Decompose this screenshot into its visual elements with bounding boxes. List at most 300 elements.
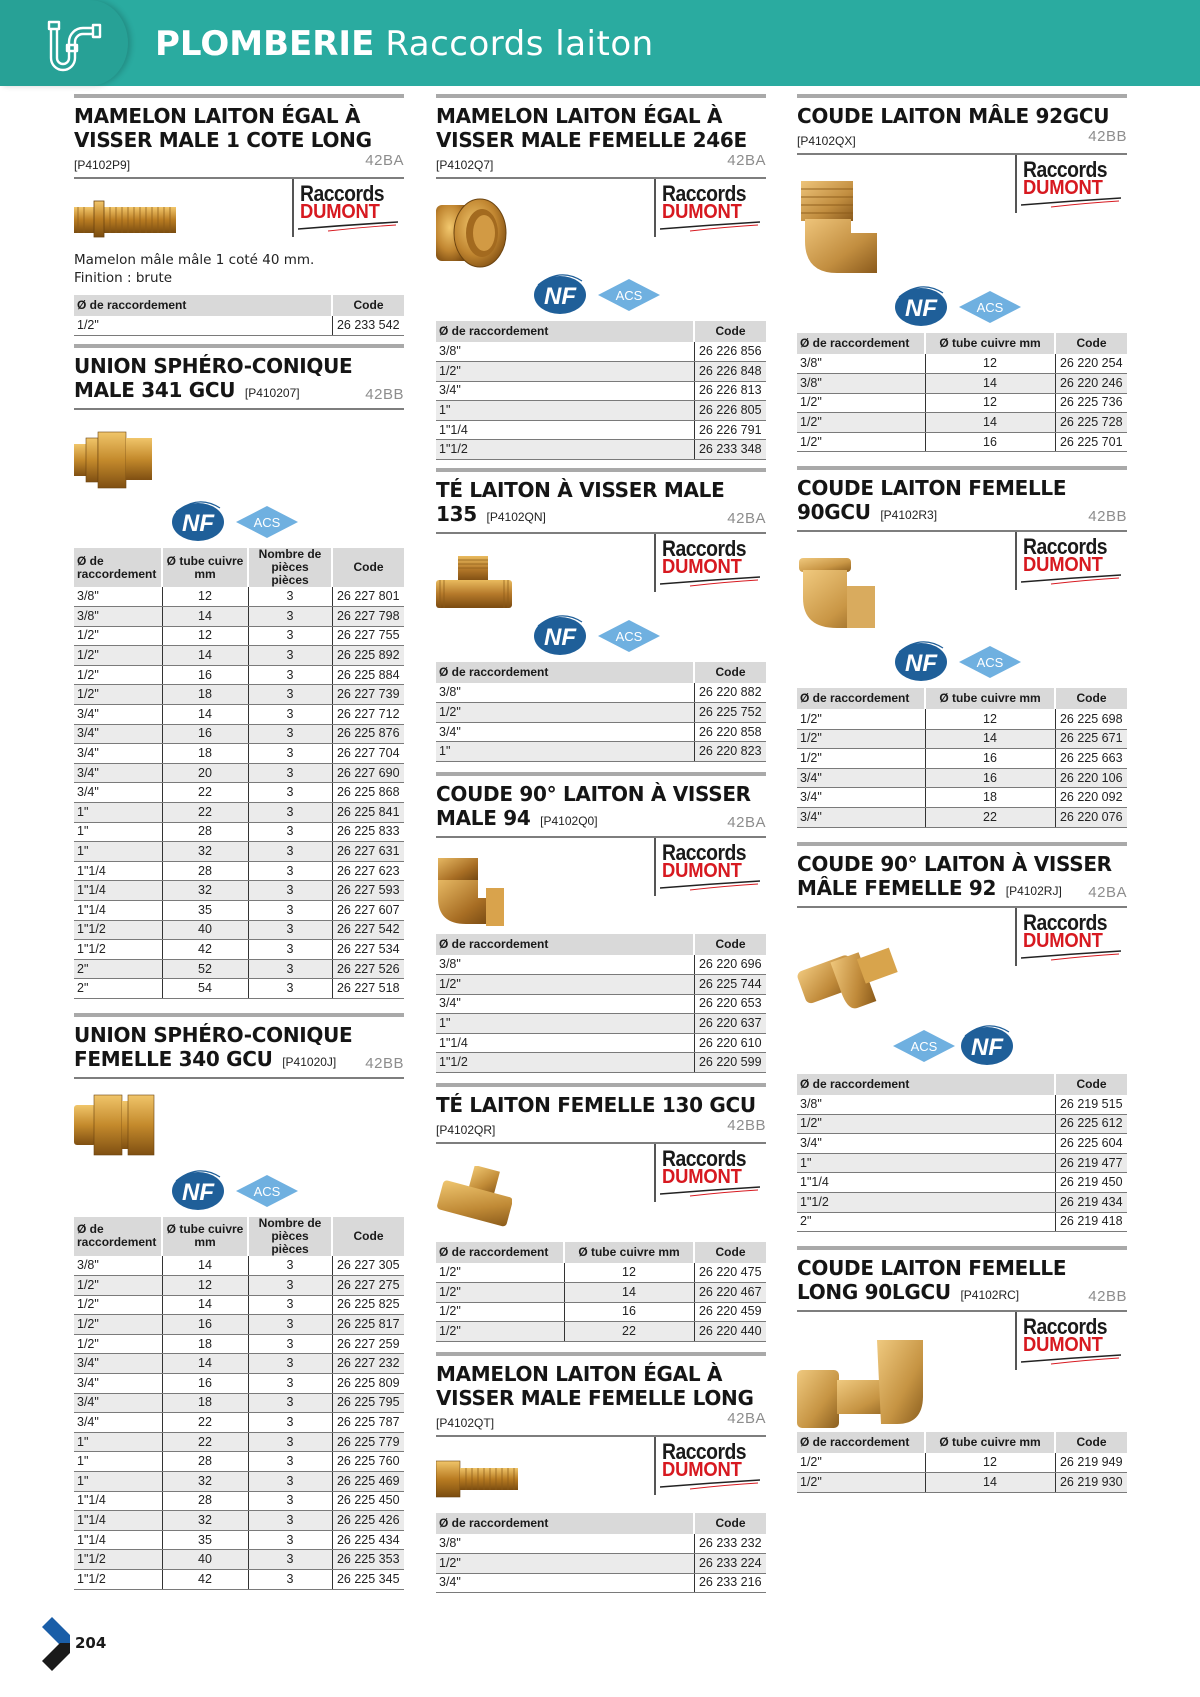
table-row [797,1212,1127,1232]
long-elbow-female-image [797,1340,925,1430]
logo-swoosh-icon [660,221,760,233]
product-code-cell: 26 225 892 [332,646,404,666]
spec-cell: 3 [248,587,332,607]
spec-cell: 1/2" [436,703,694,723]
product-table [797,688,1127,827]
union-male-image [74,426,154,492]
long-nipple-image [436,1459,518,1499]
product-code-cell: 26 219 418 [1055,1212,1127,1232]
spec-cell: 3/8" [436,955,694,975]
table-row [436,1534,766,1554]
product-coude-90-male-femelle-92 [797,842,1127,1233]
product-code-cell: 26 225 663 [1055,749,1127,769]
product-family-code: 42BB [365,386,404,403]
product-code-cell: 26 226 856 [694,342,766,362]
product-code-cell: 26 227 607 [332,901,404,921]
product-code-cell: 26 227 712 [332,705,404,725]
raccords-dumont-logo: Raccords DUMONT [1015,532,1127,590]
col-header: Ø de raccordement [797,688,925,709]
subcategory-name: Raccords laiton [385,24,654,64]
elbow-male-copper-image [797,181,881,277]
spec-cell: 35 [162,901,248,921]
page-chevron-icon [42,1617,72,1671]
spec-cell: 14 [162,607,248,627]
spec-cell: 1/2" [74,626,162,646]
certifications [74,498,404,548]
logo-swoosh-icon [1021,1354,1121,1366]
product-code-cell: 26 225 833 [332,822,404,842]
product-family-code: 42BB [365,1054,404,1072]
table-row [436,381,766,401]
product-code-cell: 26 219 434 [1055,1193,1127,1213]
product-code-cell: 26 225 787 [332,1413,404,1433]
product-title: COUDE 90° LAITON À VISSER MALE 94 [P4102Q0] [436,781,751,830]
product-media [436,534,766,612]
table-row [74,783,404,803]
spec-cell: 54 [162,979,248,999]
col-header: Code [1055,333,1127,354]
spec-cell: 3 [248,685,332,705]
section-divider [797,842,1127,846]
spec-cell: 12 [925,1453,1055,1473]
spec-cell: 3 [248,881,332,901]
section-divider [797,94,1127,98]
spec-cell: 1/2" [797,413,925,433]
product-code-cell: 26 225 671 [1055,729,1127,749]
spec-cell: 3 [248,842,332,862]
section-divider [74,94,404,98]
table-row [74,1295,404,1315]
product-ref: [P41020J] [282,1054,337,1069]
category-name: PLOMBERIE [155,24,375,64]
spec-cell: 3 [248,1315,332,1335]
product-code-cell: 26 227 801 [332,587,404,607]
product-code-cell: 26 219 949 [1055,1453,1127,1473]
col-header: Code [694,662,766,683]
spec-cell: 1/2" [436,362,694,382]
spec-cell: 28 [162,861,248,881]
product-code-cell: 26 220 637 [694,1014,766,1034]
table-row [74,665,404,685]
svg-text:NF: NF [544,283,576,310]
spec-cell: 3 [248,979,332,999]
logo-swoosh-icon [660,1186,760,1198]
table-row [797,1095,1127,1115]
product-code-cell: 26 220 106 [1055,768,1127,788]
col-header: Code [1055,688,1127,709]
col-header: Nombre de pièces pièces [248,1217,332,1256]
product-table [74,548,404,999]
product-mamelon-male-femelle-long [436,1352,766,1593]
product-code-cell: 26 220 599 [694,1053,766,1073]
product-code-cell: 26 227 526 [332,959,404,979]
spec-cell: 14 [162,705,248,725]
spec-cell: 12 [162,587,248,607]
spec-cell: 22 [162,1413,248,1433]
plumbing-pipe-icon [46,18,104,74]
product-code-cell: 26 226 791 [694,420,766,440]
table-row [436,362,766,382]
product-table [436,321,766,460]
product-coude-90-male-94 [436,772,766,1073]
spec-cell: 3 [248,783,332,803]
logo-swoosh-icon [660,880,760,892]
product-code-cell: 26 225 426 [332,1511,404,1531]
product-table [436,1513,766,1593]
hex-nipple-image [436,195,508,271]
table-row [74,587,404,607]
spec-cell: 1"1/4 [74,1491,162,1511]
product-mamelon-male-femelle-246e [436,94,766,460]
spec-cell: 14 [162,1354,248,1374]
product-title: UNION SPHÉRO-CONIQUE MALE 341 GCU [P410207] [74,354,353,402]
product-code-cell: 26 227 704 [332,744,404,764]
product-code-cell: 26 225 841 [332,803,404,823]
spec-cell: 12 [162,1276,248,1296]
col-header: Ø tube cuivre mm [925,1432,1055,1453]
spec-cell: 22 [925,807,1055,827]
spec-cell: 3 [248,1374,332,1394]
table-row [797,1173,1127,1193]
product-code-cell: 26 225 701 [1055,432,1127,452]
table-row [74,1472,404,1492]
product-code-cell: 26 233 348 [694,440,766,460]
spec-cell: 3/8" [74,1256,162,1276]
svg-text:ACS: ACS [615,288,643,303]
col-header: Code [694,1242,766,1263]
spec-cell: 18 [162,1334,248,1354]
raccords-dumont-logo: Raccords DUMONT [1015,1312,1127,1370]
table-row [74,901,404,921]
spec-cell: 3/4" [797,1134,1055,1154]
table-row [436,1263,766,1283]
spec-cell: 1/2" [436,1553,694,1573]
table-row [74,842,404,862]
svg-text:ACS: ACS [615,629,643,645]
spec-cell: 1/2" [797,1114,1055,1134]
product-code-cell: 26 220 882 [694,683,766,703]
table-row [797,709,1127,729]
col-header: Ø de raccordement [74,295,332,316]
svg-text:ACS: ACS [910,1038,938,1054]
table-row [797,1193,1127,1213]
spec-cell: 1/2" [74,1334,162,1354]
section-divider [436,772,766,776]
col-header: Ø de raccordement [797,333,925,354]
raccords-dumont-logo: Raccords DUMONT [1015,908,1127,966]
spec-cell: 1"1/2 [74,1550,162,1570]
page-header [0,0,1200,86]
logo-swoosh-icon [1021,574,1121,586]
table-row [74,822,404,842]
svg-text:ACS: ACS [253,1183,281,1199]
spec-cell: 1" [74,1472,162,1492]
page-number: 204 [75,1634,107,1652]
product-media [74,179,404,249]
spec-cell: 3/8" [436,1534,694,1554]
table-row [436,420,766,440]
acs-certification-icon [236,1175,298,1207]
spec-cell: 22 [564,1322,694,1342]
product-meta [436,1117,766,1139]
logo-swoosh-icon [660,1479,760,1491]
table-row [436,401,766,421]
product-ref: [P4102RC] [960,1288,1020,1303]
svg-text:NF: NF [905,295,937,322]
product-code-cell: 26 227 534 [332,940,404,960]
nf-certification-icon [170,498,226,542]
spec-cell: 18 [925,788,1055,808]
product-title: COUDE LAITON FEMELLE 90GCU [P4102R3] [797,476,1067,525]
spec-cell: 3/8" [436,342,694,362]
logo-swoosh-icon [660,576,760,588]
spec-cell: 1/2" [436,1322,564,1342]
spec-cell: 3/4" [797,807,925,827]
table-row [74,1334,404,1354]
spec-cell: 3/4" [74,783,162,803]
spec-cell: 3 [248,940,332,960]
product-table [74,295,404,336]
spec-cell: 3/4" [74,1413,162,1433]
table-row [436,342,766,362]
product-code-cell: 26 227 755 [332,626,404,646]
spec-cell: 16 [925,432,1055,452]
col-header: Code [694,321,766,342]
table-row [436,1283,766,1303]
table-row [74,1491,404,1511]
acs-certification-icon [893,1030,955,1062]
table-row [74,861,404,881]
product-code-cell: 26 219 450 [1055,1173,1127,1193]
spec-cell: 1/2" [797,1453,925,1473]
table-row [436,722,766,742]
spec-cell: 3 [248,646,332,666]
spec-cell: 18 [162,744,248,764]
product-table [74,1217,404,1590]
spec-cell: 40 [162,1550,248,1570]
spec-cell: 3 [248,744,332,764]
spec-cell: 3 [248,1256,332,1276]
product-table [436,1242,766,1342]
table-row [797,729,1127,749]
spec-cell: 3 [248,822,332,842]
table-row [797,374,1127,394]
spec-cell: 3 [248,1472,332,1492]
spec-cell: 28 [162,822,248,842]
product-code-cell: 26 226 813 [694,381,766,401]
spec-cell: 16 [162,1374,248,1394]
table-row [436,742,766,762]
col-header: Code [1055,1432,1127,1453]
spec-cell: 14 [925,413,1055,433]
spec-cell: 3/4" [436,381,694,401]
spec-cell: 16 [925,768,1055,788]
nf-certification-icon [893,638,949,682]
table-row [74,1452,404,1472]
product-code-cell: 26 227 259 [332,1334,404,1354]
spec-cell: 2" [74,959,162,979]
product-coude-femelle-long-90lgcu [797,1246,1127,1493]
acs-certification-icon [598,620,660,652]
spec-cell: 1"1/4 [74,1511,162,1531]
col-header: Ø de raccordement [74,1217,162,1256]
spec-cell: 52 [162,959,248,979]
spec-cell: 14 [925,729,1055,749]
spec-cell: 3 [248,1393,332,1413]
table-row [74,1354,404,1374]
product-coude-femelle-90gcu [797,466,1127,827]
logo-swoosh-icon [298,221,398,233]
table-row [74,920,404,940]
svg-text:ACS: ACS [253,515,281,530]
spec-cell: 22 [162,803,248,823]
product-code-cell: 26 220 696 [694,955,766,975]
product-code-cell: 26 225 825 [332,1295,404,1315]
table-row [74,1413,404,1433]
product-code-cell: 26 225 752 [694,703,766,723]
product-code-cell: 26 225 795 [332,1393,404,1413]
spec-cell: 3 [248,1530,332,1550]
elbow-male-female-image [797,938,907,1018]
section-divider [436,1083,766,1087]
table-row [436,703,766,723]
spec-cell: 12 [925,393,1055,413]
table-row [436,1322,766,1342]
spec-cell: 32 [162,881,248,901]
col-header: Ø de raccordement [436,1513,694,1534]
table-row [74,1530,404,1550]
spec-cell: 2" [797,1212,1055,1232]
product-family-code: 42BA [727,510,766,528]
table-row [797,807,1127,827]
table-row [436,1573,766,1593]
spec-cell: 12 [925,354,1055,374]
spec-cell: 3/4" [436,994,694,1014]
spec-cell: 1"1/2 [74,920,162,940]
table-row [74,1550,404,1570]
table-row [74,1432,404,1452]
certifications [436,271,766,321]
product-title: COUDE 90° LAITON À VISSER MÂLE FEMELLE 92 [P4102RJ] [797,851,1112,900]
spec-cell: 3/4" [74,1374,162,1394]
table-row [74,1393,404,1413]
spec-cell: 3/4" [436,1573,694,1593]
spec-cell: 1"1/2 [74,940,162,960]
spec-cell: 35 [162,1530,248,1550]
product-te-male-135 [436,468,766,762]
product-title: TÉ LAITON À VISSER MALE 135 [P4102QN] [436,478,725,527]
col-header: Ø tube cuivre mm [162,548,248,587]
product-union-spheroconique-femelle-340 [74,1013,404,1590]
spec-cell: 1/2" [436,1283,564,1303]
acs-certification-icon [959,646,1021,678]
product-code-cell: 26 227 275 [332,1276,404,1296]
spec-cell: 14 [925,1473,1055,1493]
product-code-cell: 26 220 254 [1055,354,1127,374]
column-right [797,94,1127,1493]
product-media [797,155,1127,283]
svg-text:NF: NF [182,510,214,537]
table-row [74,979,404,999]
spec-cell: 3 [248,1550,332,1570]
table-row [74,705,404,725]
table-row [74,940,404,960]
section-divider [436,94,766,98]
spec-cell: 1"1/2 [74,1569,162,1589]
spec-cell: 3 [248,626,332,646]
spec-cell: 1" [74,1432,162,1452]
raccords-dumont-logo: Raccords DUMONT [654,1437,766,1495]
nf-certification-icon [959,1022,1015,1066]
spec-cell: 1/2" [74,1295,162,1315]
spec-cell: 3/4" [797,768,925,788]
raccords-dumont-logo: Raccords DUMONT [292,179,404,237]
spec-cell: 1"1/4 [74,1530,162,1550]
logo-swoosh-icon [1021,950,1121,962]
product-code-cell: 26 225 736 [1055,393,1127,413]
nf-certification-icon [532,612,588,656]
product-family-code: 42BA [1088,883,1127,901]
table-row [797,788,1127,808]
section-divider [74,1013,404,1017]
product-media [797,908,1127,1018]
spec-cell: 1" [436,401,694,421]
column-middle [436,94,766,1593]
spec-cell: 3 [248,1413,332,1433]
spec-cell: 12 [162,626,248,646]
product-media [797,1312,1127,1432]
col-header: Ø de raccordement [436,321,694,342]
product-table [797,1432,1127,1493]
spec-cell: 16 [162,1315,248,1335]
product-media [436,1144,766,1242]
product-ref: [P4102RJ] [1005,883,1062,898]
product-code-cell: 26 225 744 [694,975,766,995]
spec-cell: 1"1/4 [74,861,162,881]
spec-cell: 3 [248,803,332,823]
product-media [797,532,1127,638]
product-code-cell: 26 219 477 [1055,1153,1127,1173]
spec-cell: 40 [162,920,248,940]
table-row [797,768,1127,788]
certifications [436,612,766,662]
category-tab [0,0,128,86]
product-code-cell: 26 227 798 [332,607,404,627]
spec-cell: 3/4" [74,1354,162,1374]
spec-cell: 16 [564,1302,694,1322]
spec-cell: 3 [248,861,332,881]
product-code-cell: 26 225 450 [332,1491,404,1511]
spec-cell: 3 [248,1452,332,1472]
col-header: Ø de raccordement [436,934,694,955]
col-header: Ø de raccordement [797,1074,1055,1095]
product-code-cell: 26 225 809 [332,1374,404,1394]
table-row [436,955,766,975]
product-code-cell: 26 220 467 [694,1283,766,1303]
section-divider [436,1352,766,1356]
table-row [74,744,404,764]
nf-certification-icon [532,271,588,315]
spec-cell: 42 [162,1569,248,1589]
product-code-cell: 26 227 232 [332,1354,404,1374]
spec-cell: 3/4" [797,788,925,808]
spec-cell: 3/4" [74,744,162,764]
union-female-image [74,1091,156,1159]
spec-cell: 14 [162,1295,248,1315]
product-media [436,838,766,934]
nf-certification-icon [893,283,949,327]
table-row [797,354,1127,374]
